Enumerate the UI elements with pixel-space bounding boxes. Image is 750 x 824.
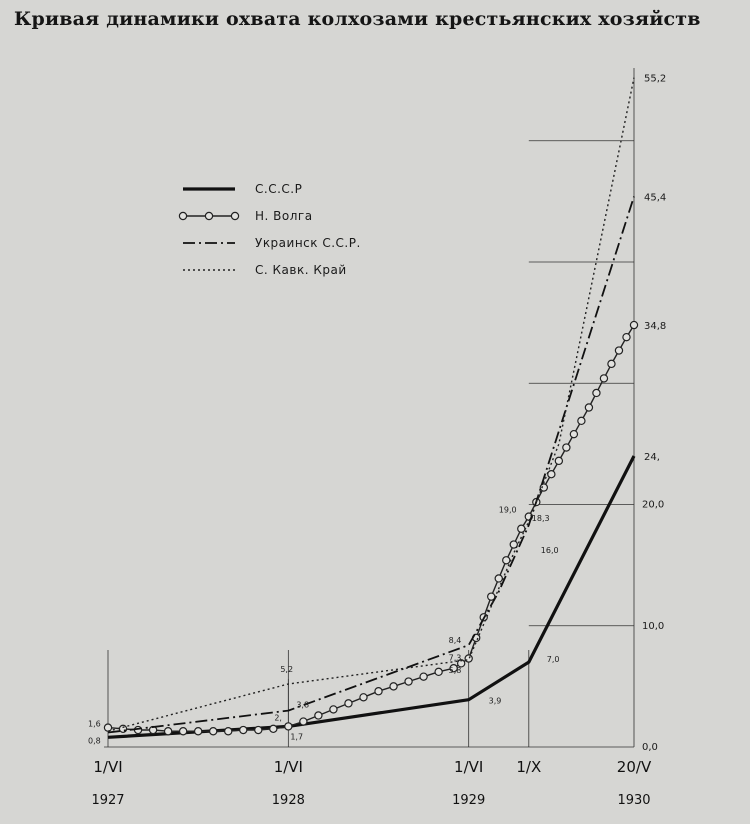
series-1-point-47	[630, 321, 637, 328]
y-tick-label-1: 10,0	[642, 620, 665, 632]
series-1-point-11	[270, 725, 277, 732]
series-1-point-32	[518, 525, 525, 532]
series-1-point-29	[495, 575, 502, 582]
series-1-point-1	[119, 725, 126, 732]
data-label-2: 5,2	[280, 664, 294, 674]
x-tick-label-0: 1/VI	[93, 758, 123, 776]
series-1-point-19	[390, 683, 397, 690]
x-tick-year-1: 1928	[271, 793, 305, 808]
data-label-0: 1,6	[88, 719, 101, 729]
data-label-4: 3,8	[296, 700, 310, 710]
data-label-9: 3,9	[488, 696, 502, 706]
series-1-point-20	[405, 678, 412, 685]
x-tick-label-3: 1/X	[516, 758, 542, 776]
series-1-point-12	[285, 723, 292, 730]
series-1-point-36	[548, 471, 555, 478]
series-1-point-16	[345, 700, 352, 707]
series-1-point-8	[225, 728, 232, 735]
series-end-label-1: 34,8	[644, 321, 667, 333]
series-1-point-22	[435, 668, 442, 675]
data-label-5: 1,7	[290, 732, 304, 742]
series-end-label-0: 24,	[644, 452, 660, 463]
data-label-11: 18,3	[531, 514, 550, 524]
series-1-point-42	[593, 389, 600, 396]
data-label-12: 16,0	[540, 546, 559, 555]
x-tick-label-1: 1/VI	[273, 758, 303, 776]
series-line-1	[108, 325, 634, 731]
series-1-point-40	[578, 417, 585, 424]
series-1-point-46	[623, 334, 630, 341]
series-1-point-7	[210, 728, 217, 735]
x-tick-label-4: 20/V	[616, 758, 652, 776]
legend-label-3: С. Кавк. Край	[255, 263, 347, 277]
data-label-6: 8,4	[448, 636, 462, 646]
data-label-13: 7,0	[546, 655, 560, 665]
series-1-point-14	[315, 712, 322, 719]
data-label-3: 2,	[274, 713, 282, 723]
series-1-point-45	[615, 347, 622, 354]
legend-label-2: Украинск С.С.Р.	[255, 236, 361, 250]
series-1-point-0	[104, 724, 111, 731]
legend-marker-1-2	[231, 212, 238, 219]
chart-title: Кривая динамики охвата колхозами крестьянских хозяйств	[14, 8, 701, 30]
data-label-8: 5,8	[448, 665, 462, 675]
legend-marker-1-1	[205, 212, 212, 219]
series-1-point-17	[360, 694, 367, 701]
series-1-point-15	[330, 706, 337, 713]
series-1-point-6	[195, 728, 202, 735]
series-1-point-37	[555, 457, 562, 464]
series-1-point-13	[300, 718, 307, 725]
data-label-10: 19,0	[498, 505, 517, 515]
series-end-label-2: 45,4	[644, 192, 667, 204]
series-1-point-9	[240, 726, 247, 733]
series-line-2	[108, 197, 634, 733]
legend-label-0: С.С.С.Р	[255, 182, 303, 196]
legend-marker-1-0	[179, 212, 186, 219]
series-1-point-43	[600, 375, 607, 382]
series-1-point-18	[375, 688, 382, 695]
series-1-point-21	[420, 673, 427, 680]
y-tick-label-0: 0,0	[642, 742, 658, 753]
x-tick-label-2: 1/VI	[454, 758, 484, 776]
data-label-7: 7,3	[448, 653, 462, 663]
series-1-point-44	[608, 360, 615, 367]
series-line-0	[108, 456, 634, 737]
series-line-3	[108, 78, 634, 732]
series-end-label-3: 55,2	[644, 73, 667, 85]
series-1-point-25	[465, 655, 472, 662]
series-1-point-10	[255, 726, 262, 733]
series-1-point-38	[563, 444, 570, 451]
series-1-point-41	[585, 404, 592, 411]
series-1-point-39	[570, 431, 577, 438]
legend-label-1: Н. Волга	[255, 209, 313, 223]
series-1-point-5	[180, 728, 187, 735]
y-tick-label-2: 20,0	[642, 499, 665, 511]
series-1-point-4	[165, 728, 172, 735]
series-1-point-30	[503, 557, 510, 564]
x-tick-year-2: 1929	[452, 793, 486, 808]
x-tick-year-0: 1927	[91, 793, 125, 808]
x-tick-year-4: 1930	[617, 793, 651, 808]
data-label-1: 0,8	[88, 736, 101, 746]
